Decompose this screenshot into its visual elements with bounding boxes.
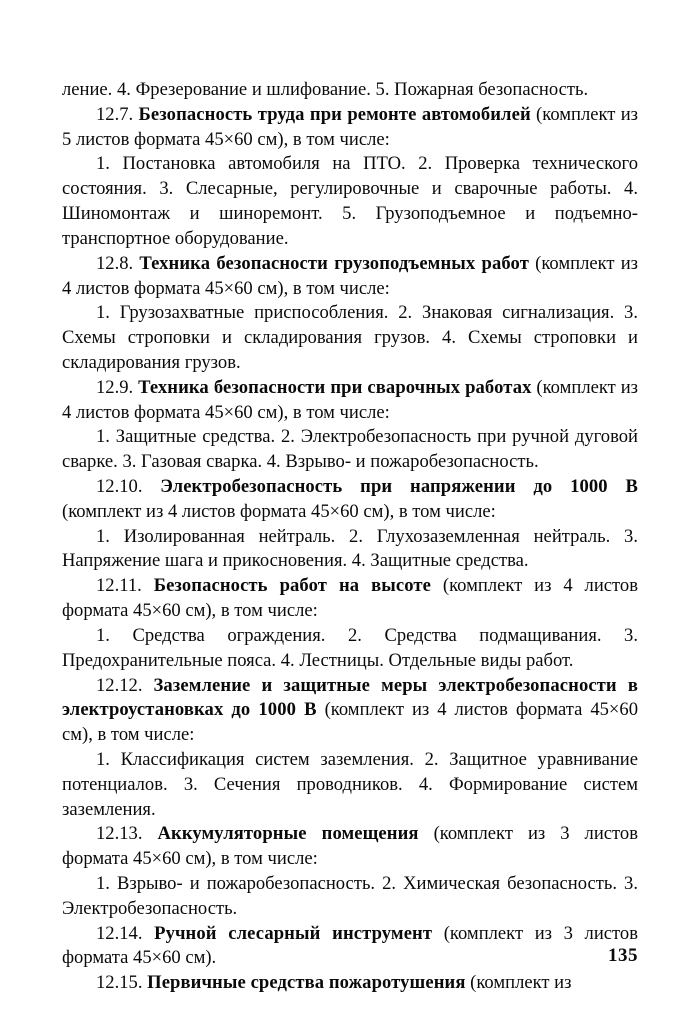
paragraph-text-run: 12.12.	[96, 674, 154, 696]
paragraph	[62, 301, 638, 375]
paragraph-text-run: ление. 4. Фрезерование и шлифование. 5. Пожарная безопасность.	[62, 79, 589, 100]
paragraph-heading-run: Заземление и защитные меры электробезопасности в электроустановках до 1000 В	[62, 674, 638, 721]
paragraph	[62, 822, 638, 872]
paragraph	[62, 103, 638, 153]
paragraph-heading-run: Ручной слесарный инструмент	[154, 922, 433, 944]
paragraph-text-run: (комплект из 4 листов формата 45×60 см), в том числе:	[62, 252, 638, 299]
paragraph	[62, 78, 638, 103]
paragraph	[62, 376, 638, 426]
paragraph-text-run: 1. Изолированная нейтраль. 2. Глухозаземленная нейтраль. 3. Напряжение шага и прикосновения. 4. Защитные средства.	[62, 525, 638, 572]
paragraph-text-run: (комплект из 4 листов формата 45×60 см), в том числе:	[62, 699, 638, 746]
paragraph	[62, 525, 638, 575]
paragraph-text-run: 12.11.	[96, 575, 154, 597]
paragraph	[62, 971, 638, 996]
paragraph-text-run: 1. Классификация систем заземления. 2. Защитное уравнивание потенциалов. 3. Сечения проводников. 4. Формирование систем заземления.	[62, 748, 638, 820]
paragraph-text-run: 1. Постановка автомобиля на ПТО. 2. Проверка технического состояния. 3. Слесарные, регулировочные и сварочные работы. 4. Шиномонтаж и шиноремонт. 5. Грузоподъемное и подъемно-транспортное оборудование.	[62, 153, 638, 249]
paragraph-heading-run: Аккумуляторные помещения	[157, 823, 419, 845]
paragraph-text-run: (комплект из 5 листов формата 45×60 см), в том числе:	[62, 103, 638, 150]
paragraph-text-run: 12.7.	[96, 103, 139, 125]
paragraph	[62, 872, 638, 922]
paragraph	[62, 252, 638, 302]
paragraph-text-run: 12.14.	[96, 922, 155, 944]
paragraph-text-run: (комплект из 4 листов формата 45×60 см), в том числе:	[62, 500, 496, 522]
paragraph-text-run: 1. Защитные средства. 2. Электробезопасность при ручной дуговой сварке. 3. Газовая сварка. 4. Взрыво- и пожаробезопасность.	[62, 426, 638, 473]
paragraph	[62, 425, 638, 475]
paragraph-text-run: 1. Средства ограждения. 2. Средства подмащивания. 3. Предохранительные пояса. 4. Лестницы. Отдельные виды работ.	[62, 624, 638, 671]
paragraph	[62, 922, 638, 972]
paragraph-text-run: 12.8.	[96, 252, 140, 274]
paragraph-heading-run: Первичные средства пожаротушения	[147, 972, 466, 994]
paragraph-text-run: (комплект из 4 листов формата 45×60 см), в том числе:	[62, 575, 638, 622]
paragraph	[62, 624, 638, 674]
paragraph	[62, 674, 638, 748]
paragraph-text-run: (комплект из 3 листов формата 45×60 см), в том числе:	[62, 823, 639, 870]
paragraph-text-run: (комплект из	[465, 972, 572, 994]
paragraph-text-run: (комплект из 4 листов формата 45×60 см), в том числе:	[62, 376, 638, 423]
paragraph	[62, 574, 638, 624]
paragraph	[62, 152, 638, 251]
paragraph-text-run: 12.15.	[96, 972, 148, 994]
paragraph-heading-run: Безопасность труда при ремонте автомобилей	[138, 103, 531, 125]
page-number: 135	[608, 945, 638, 966]
paragraph-text-run: 12.13.	[96, 823, 158, 845]
paragraph-heading-run: Техника безопасности грузоподъемных работ	[139, 252, 529, 274]
paragraph	[62, 748, 638, 822]
paragraph-text-run: 1. Грузозахватные приспособления. 2. Знаковая сигнализация. 3. Схемы строповки и складирования грузов. 4. Схемы строповки и складирования грузов.	[62, 302, 638, 373]
paragraph-heading-run: Электробезопасность при напряжении до 1000 В	[160, 476, 638, 497]
paragraph-text-run: 1. Взрыво- и пожаробезопасность. 2. Химическая безопасность. 3. Электробезопасность.	[62, 873, 638, 919]
paragraph-text-run: 12.9.	[96, 376, 139, 398]
paragraph-heading-run: Безопасность работ на высоте	[153, 575, 431, 597]
paragraph-text-run: (комплект из 3 листов формата 45×60 см).	[62, 922, 638, 969]
paragraph-heading-run: Техника безопасности при сварочных работах	[138, 376, 532, 398]
paragraph	[62, 475, 638, 525]
page-body-text	[62, 78, 638, 996]
paragraph-text-run: 12.10.	[96, 476, 161, 497]
